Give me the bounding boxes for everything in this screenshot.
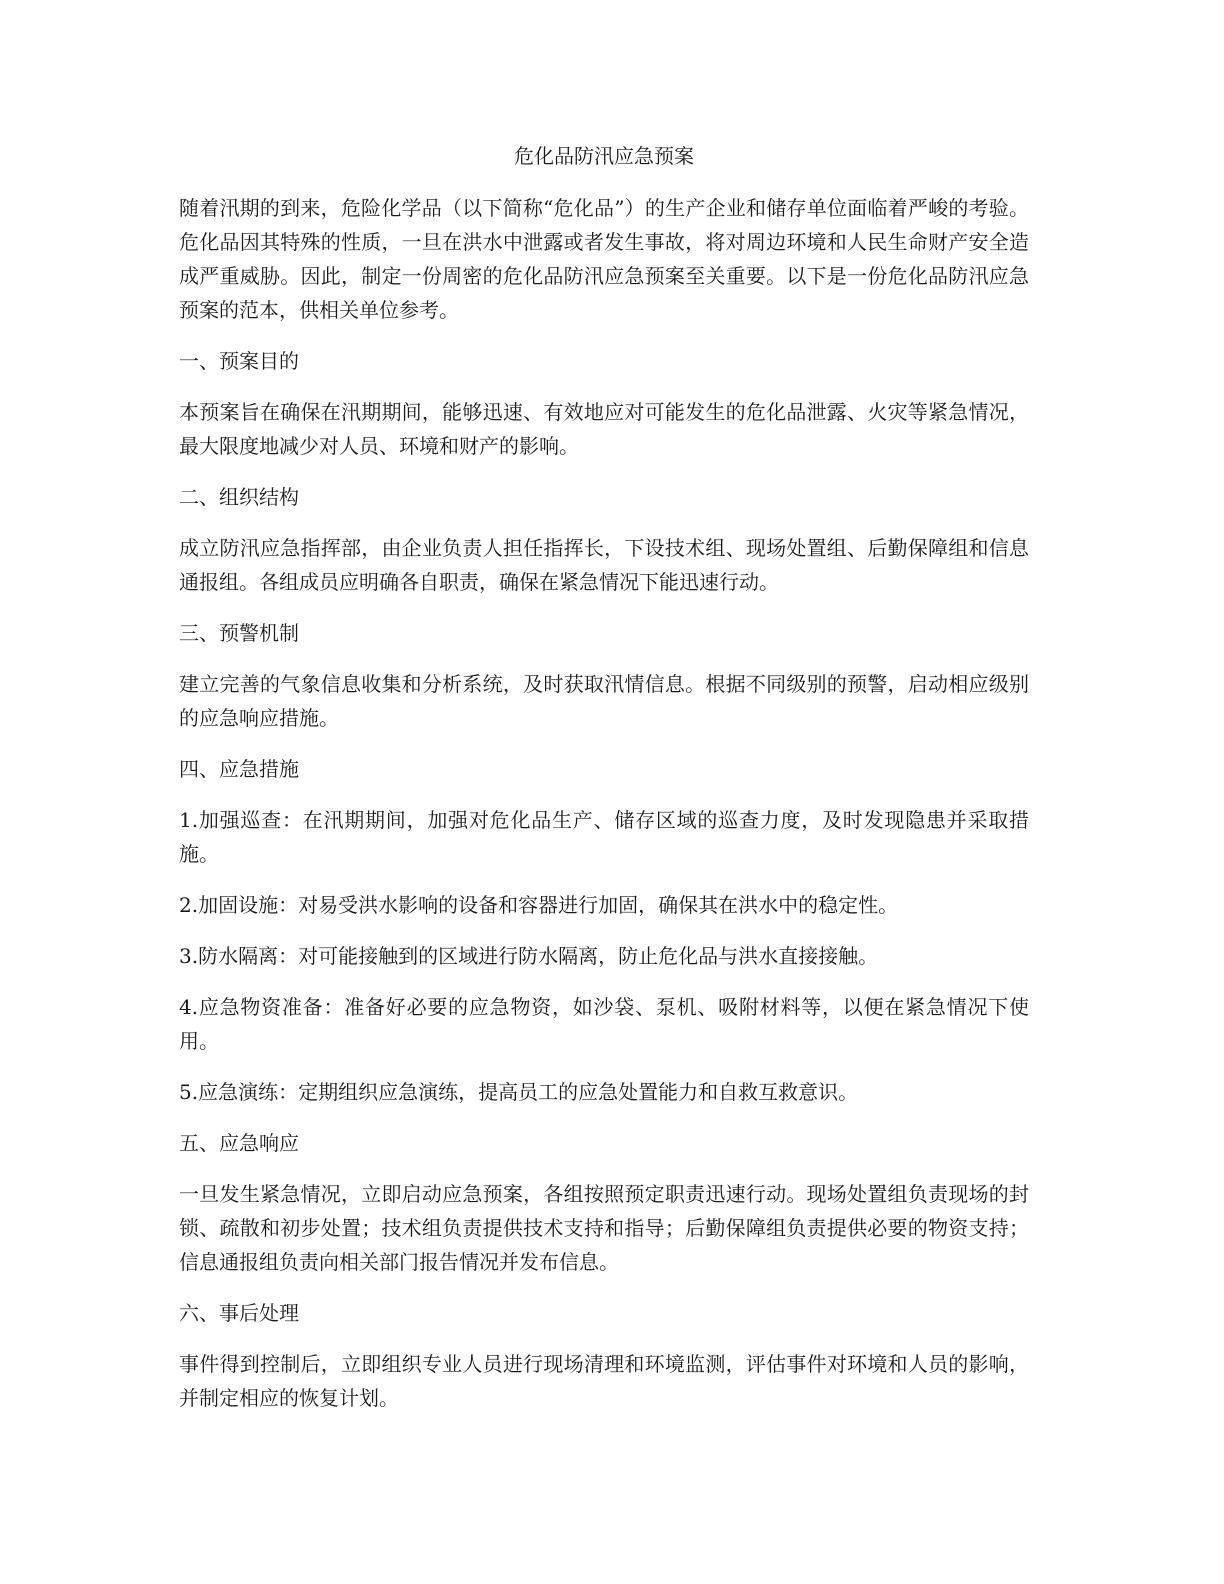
list-item: 2.加固设施：对易受洪水影响的设备和容器进行加固，确保其在洪水中的稳定性。	[179, 893, 899, 917]
section-warning	[179, 616, 1029, 735]
section-paragraph: 一旦发生紧急情况，立即启动应急预案，各组按照预定职责迅速行动。现场处置组负责现场的封锁、疏散和初步处置；技术组负责提供技术支持和指导；后勤保障组负责提供必要的物资支持；信息通报组负责向相关部门报告情况并发布信息。	[179, 1182, 1029, 1274]
section-paragraph: 建立完善的气象信息收集和分析系统，及时获取汛情信息。根据不同级别的预警，启动相应级别的应急响应措施。	[179, 672, 1029, 730]
section-paragraph: 成立防汛应急指挥部，由企业负责人担任指挥长，下设技术组、现场处置组、后勤保障组和信息通报组。各组成员应明确各自职责，确保在紧急情况下能迅速行动。	[179, 536, 1029, 594]
section-paragraph: 事件得到控制后，立即组织专业人员进行现场清理和环境监测，评估事件对环境和人员的影响，并制定相应的恢复计划。	[179, 1352, 1029, 1410]
section-response	[179, 1126, 1029, 1279]
section-heading: 四、应急措施	[179, 757, 299, 781]
section-purpose	[179, 344, 1029, 463]
intro-paragraph: 随着汛期的到来，危险化学品（以下简称“危化品”）的生产企业和储存单位面临着严峻的考验。危化品因其特殊的性质，一旦在洪水中泄露或者发生事故，将对周边环境和人民生命财产安全造成严重威胁。因此，制定一份周密的危化品防汛应急预案至关重要。以下是一份危化品防汛应急预案的范本，供相关单位参考。	[179, 196, 1029, 322]
page-title: 危化品防汛应急预案	[514, 144, 694, 168]
section-measures	[179, 752, 1029, 1109]
section-heading: 一、预案目的	[179, 349, 299, 373]
section-heading: 二、组织结构	[179, 485, 299, 509]
document-body	[179, 141, 1029, 1432]
section-heading: 三、预警机制	[179, 621, 299, 645]
section-paragraph: 本预案旨在确保在汛期期间，能够迅速、有效地应对可能发生的危化品泄露、火灾等紧急情况，最大限度地减少对人员、环境和财产的影响。	[179, 400, 1029, 458]
section-aftermath	[179, 1296, 1029, 1415]
list-item: 1.加强巡查：在汛期期间，加强对危化品生产、储存区域的巡查力度，及时发现隐患并采取措施。	[179, 808, 1029, 866]
section-organization	[179, 480, 1029, 599]
list-item: 4.应急物资准备：准备好必要的应急物资，如沙袋、泵机、吸附材料等，以便在紧急情况下使用。	[179, 995, 1029, 1053]
list-item: 5.应急演练：定期组织应急演练，提高员工的应急处置能力和自救互救意识。	[179, 1080, 859, 1104]
list-item: 3.防水隔离：对可能接触到的区域进行防水隔离，防止危化品与洪水直接接触。	[179, 944, 879, 968]
section-heading: 五、应急响应	[179, 1131, 299, 1155]
section-heading: 六、事后处理	[179, 1301, 299, 1325]
